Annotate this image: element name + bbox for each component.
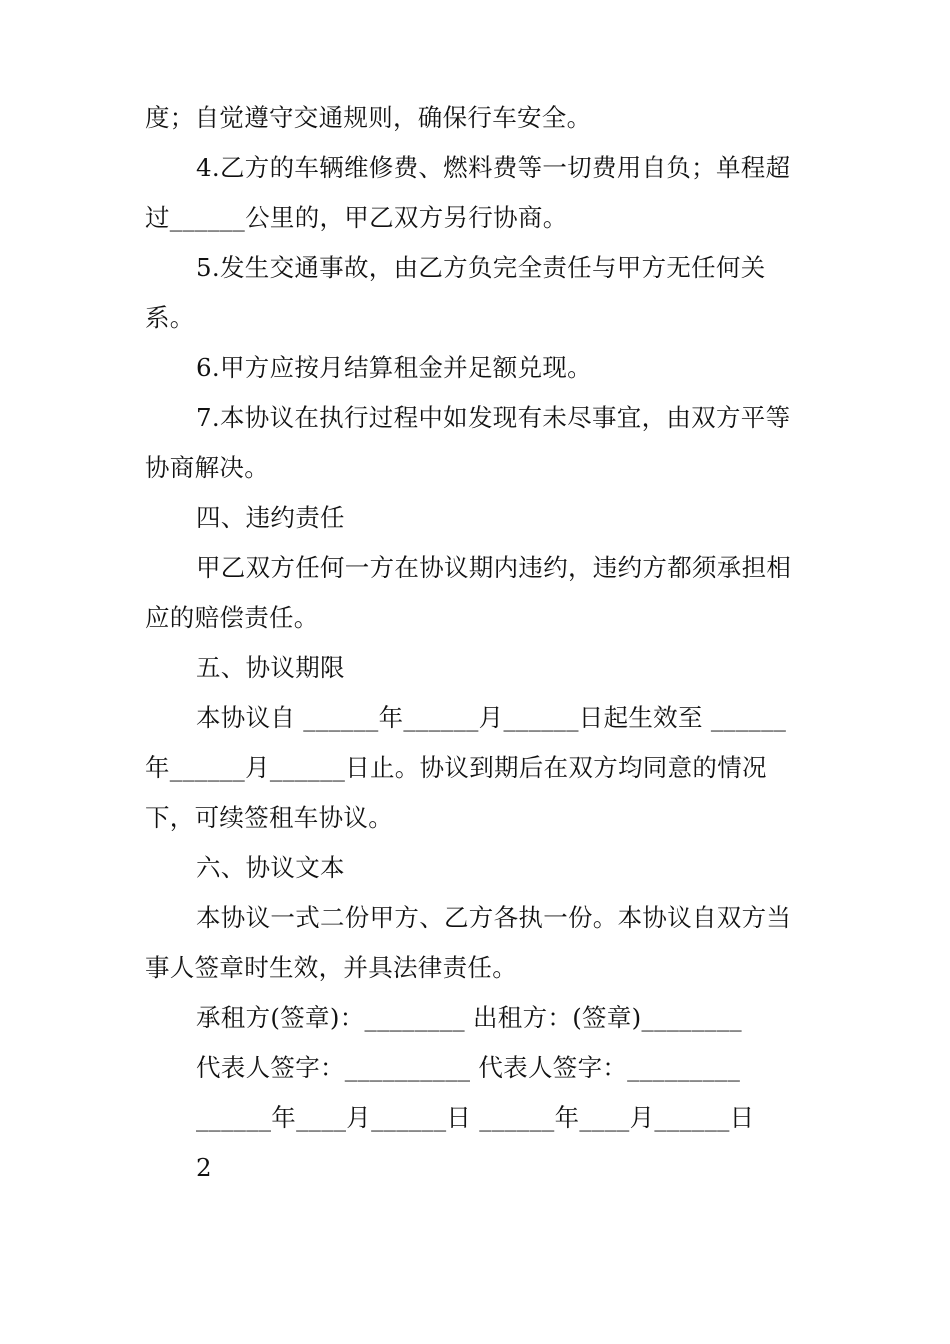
clause-5-line: 5.发生交通事故，由乙方负完全责任与甲方无任何关 <box>196 253 766 282</box>
section-heading-breach: 四、违约责任 <box>196 503 345 532</box>
section-heading-copies: 六、协议文本 <box>196 853 345 882</box>
breach-paragraph-line: 甲乙双方任何一方在协议期内违约，违约方都须承担相 <box>196 553 792 582</box>
clause-7-continuation: 协商解决。 <box>145 453 269 482</box>
clause-5-continuation: 系。 <box>145 303 195 332</box>
breach-paragraph-continuation: 应的赔偿责任。 <box>145 603 319 632</box>
copies-paragraph-line: 本协议一式二份甲方、乙方各执一份。本协议自双方当 <box>196 903 792 932</box>
copies-paragraph-continuation: 事人签章时生效，并具法律责任。 <box>145 953 517 982</box>
signature-date-line: ______年____月______日 ______年____月______日 <box>196 1103 755 1132</box>
page-number: 2 <box>196 1153 212 1182</box>
clause-7-line: 7.本协议在执行过程中如发现有未尽事宜，由双方平等 <box>196 403 791 432</box>
section-heading-term: 五、协议期限 <box>196 653 345 682</box>
clause-6-line: 6.甲方应按月结算租金并足额兑现。 <box>196 353 592 382</box>
signature-representative-line: 代表人签字：__________ 代表人签字：_________ <box>196 1053 741 1082</box>
clause-4-continuation: 过______公里的，甲乙双方另行协商。 <box>145 203 568 232</box>
term-paragraph-line: 本协议自 ______年______月______日起生效至 ______ <box>196 703 787 732</box>
signature-seal-line: 承租方(签章)：________ 出租方：(签章)________ <box>196 1003 742 1032</box>
term-paragraph-end: 下，可续签租车协议。 <box>145 803 393 832</box>
clause-4-line: 4.乙方的车辆维修费、燃料费等一切费用自负；单程超 <box>196 153 791 182</box>
term-paragraph-continuation: 年______月______日止。协议到期后在双方均同意的情况 <box>145 753 767 782</box>
paragraph-line: 度；自觉遵守交通规则，确保行车安全。 <box>145 103 592 132</box>
